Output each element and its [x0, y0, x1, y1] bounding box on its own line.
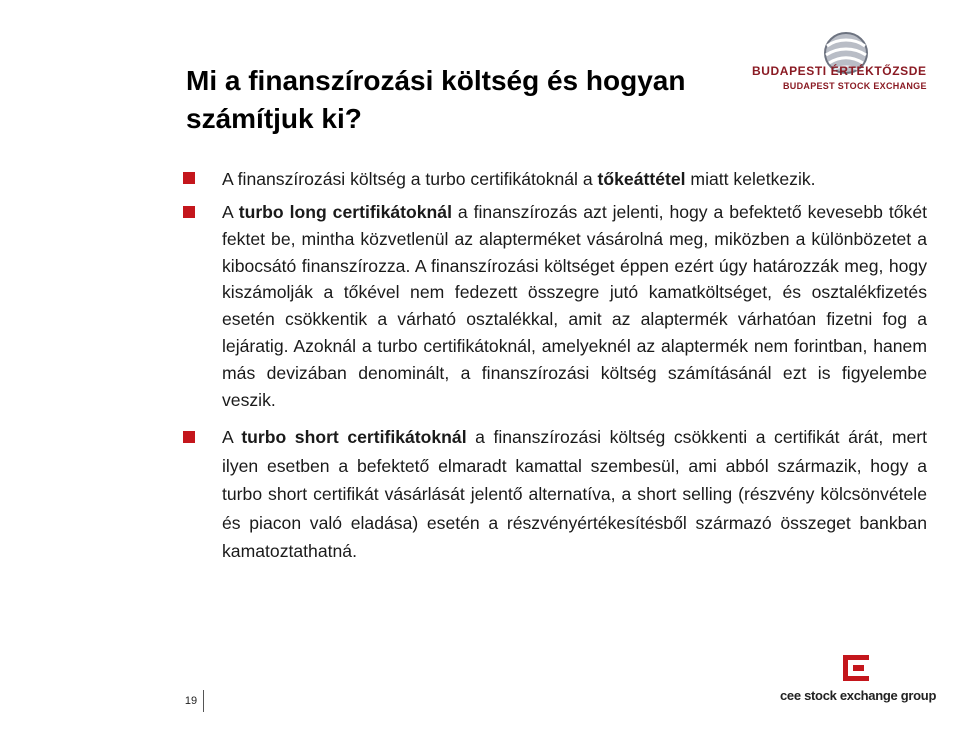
bullet-list [183, 166, 927, 565]
square-bullet-icon [183, 431, 195, 443]
cee-group-logo-text: cee stock exchange group [780, 688, 937, 703]
square-bullet-icon [183, 206, 195, 218]
bse-name-hungarian: BUDAPESTI ÉRTÉKTŐZSDE [752, 64, 927, 78]
bullet-emphasis: turbo short certifikátoknál [241, 427, 467, 448]
bullet-item [183, 199, 927, 413]
cee-bracket-icon [843, 655, 869, 681]
page-number: 19 [184, 695, 198, 707]
bullet-text: miatt keletkezik. [685, 169, 816, 189]
bullet-text: a finanszírozási költség csökkenti a certifikát árát, mert ilyen esetben a befektető elmaradt kamattal szembesül, ami abból származik, hogy a turbo short certifikát vásárlását jelentő alternatíva, a short selling (részvény kölcsönvétele és piacon való eladása) esetén a részvényértékesítésből származó összeget bankban kamatoztathatná. [222, 427, 928, 561]
bse-name-english: BUDAPEST STOCK EXCHANGE [783, 81, 927, 91]
bullet-text: A [222, 202, 239, 222]
bullet-item [183, 423, 927, 565]
bullet-emphasis: turbo long certifikátoknál [238, 202, 452, 222]
left-margin-band [0, 0, 150, 730]
bullet-item [183, 166, 927, 192]
slide-title: Mi a finanszírozási költség és hogyan számítjuk ki? [186, 65, 686, 134]
bullet-emphasis: tőkeáttétel [597, 169, 686, 189]
bullet-text: a finanszírozás azt jelenti, hogy a befektető kevesebb tőkét fektet be, mintha közvetlenül az alapterméket vásárolná meg, miközben a különbözetet a kibocsátó finanszírozza. A finanszírozási költséget éppen ezért úgy határozzák meg, hogy kiszámolják a tőkével nem fedezett összegre jutó kamatköltséget, és osztalékfizetés esetén csökkentik a várható osztalékkal, amit az alaptermék várhatóan fizetni fog a lejáratig. Azoknál a turbo certifikátoknál, amelyeknél az alaptermék nem forintban, hanem más devizában denominált, a finanszírozási költség számításánál ezt is figyelembe veszik. [222, 202, 927, 410]
square-bullet-icon [183, 172, 195, 184]
page-number-divider [203, 690, 204, 712]
bullet-text: A finanszírozási költség a turbo certifikátoknál a [222, 169, 598, 189]
bullet-text: A [222, 427, 242, 448]
